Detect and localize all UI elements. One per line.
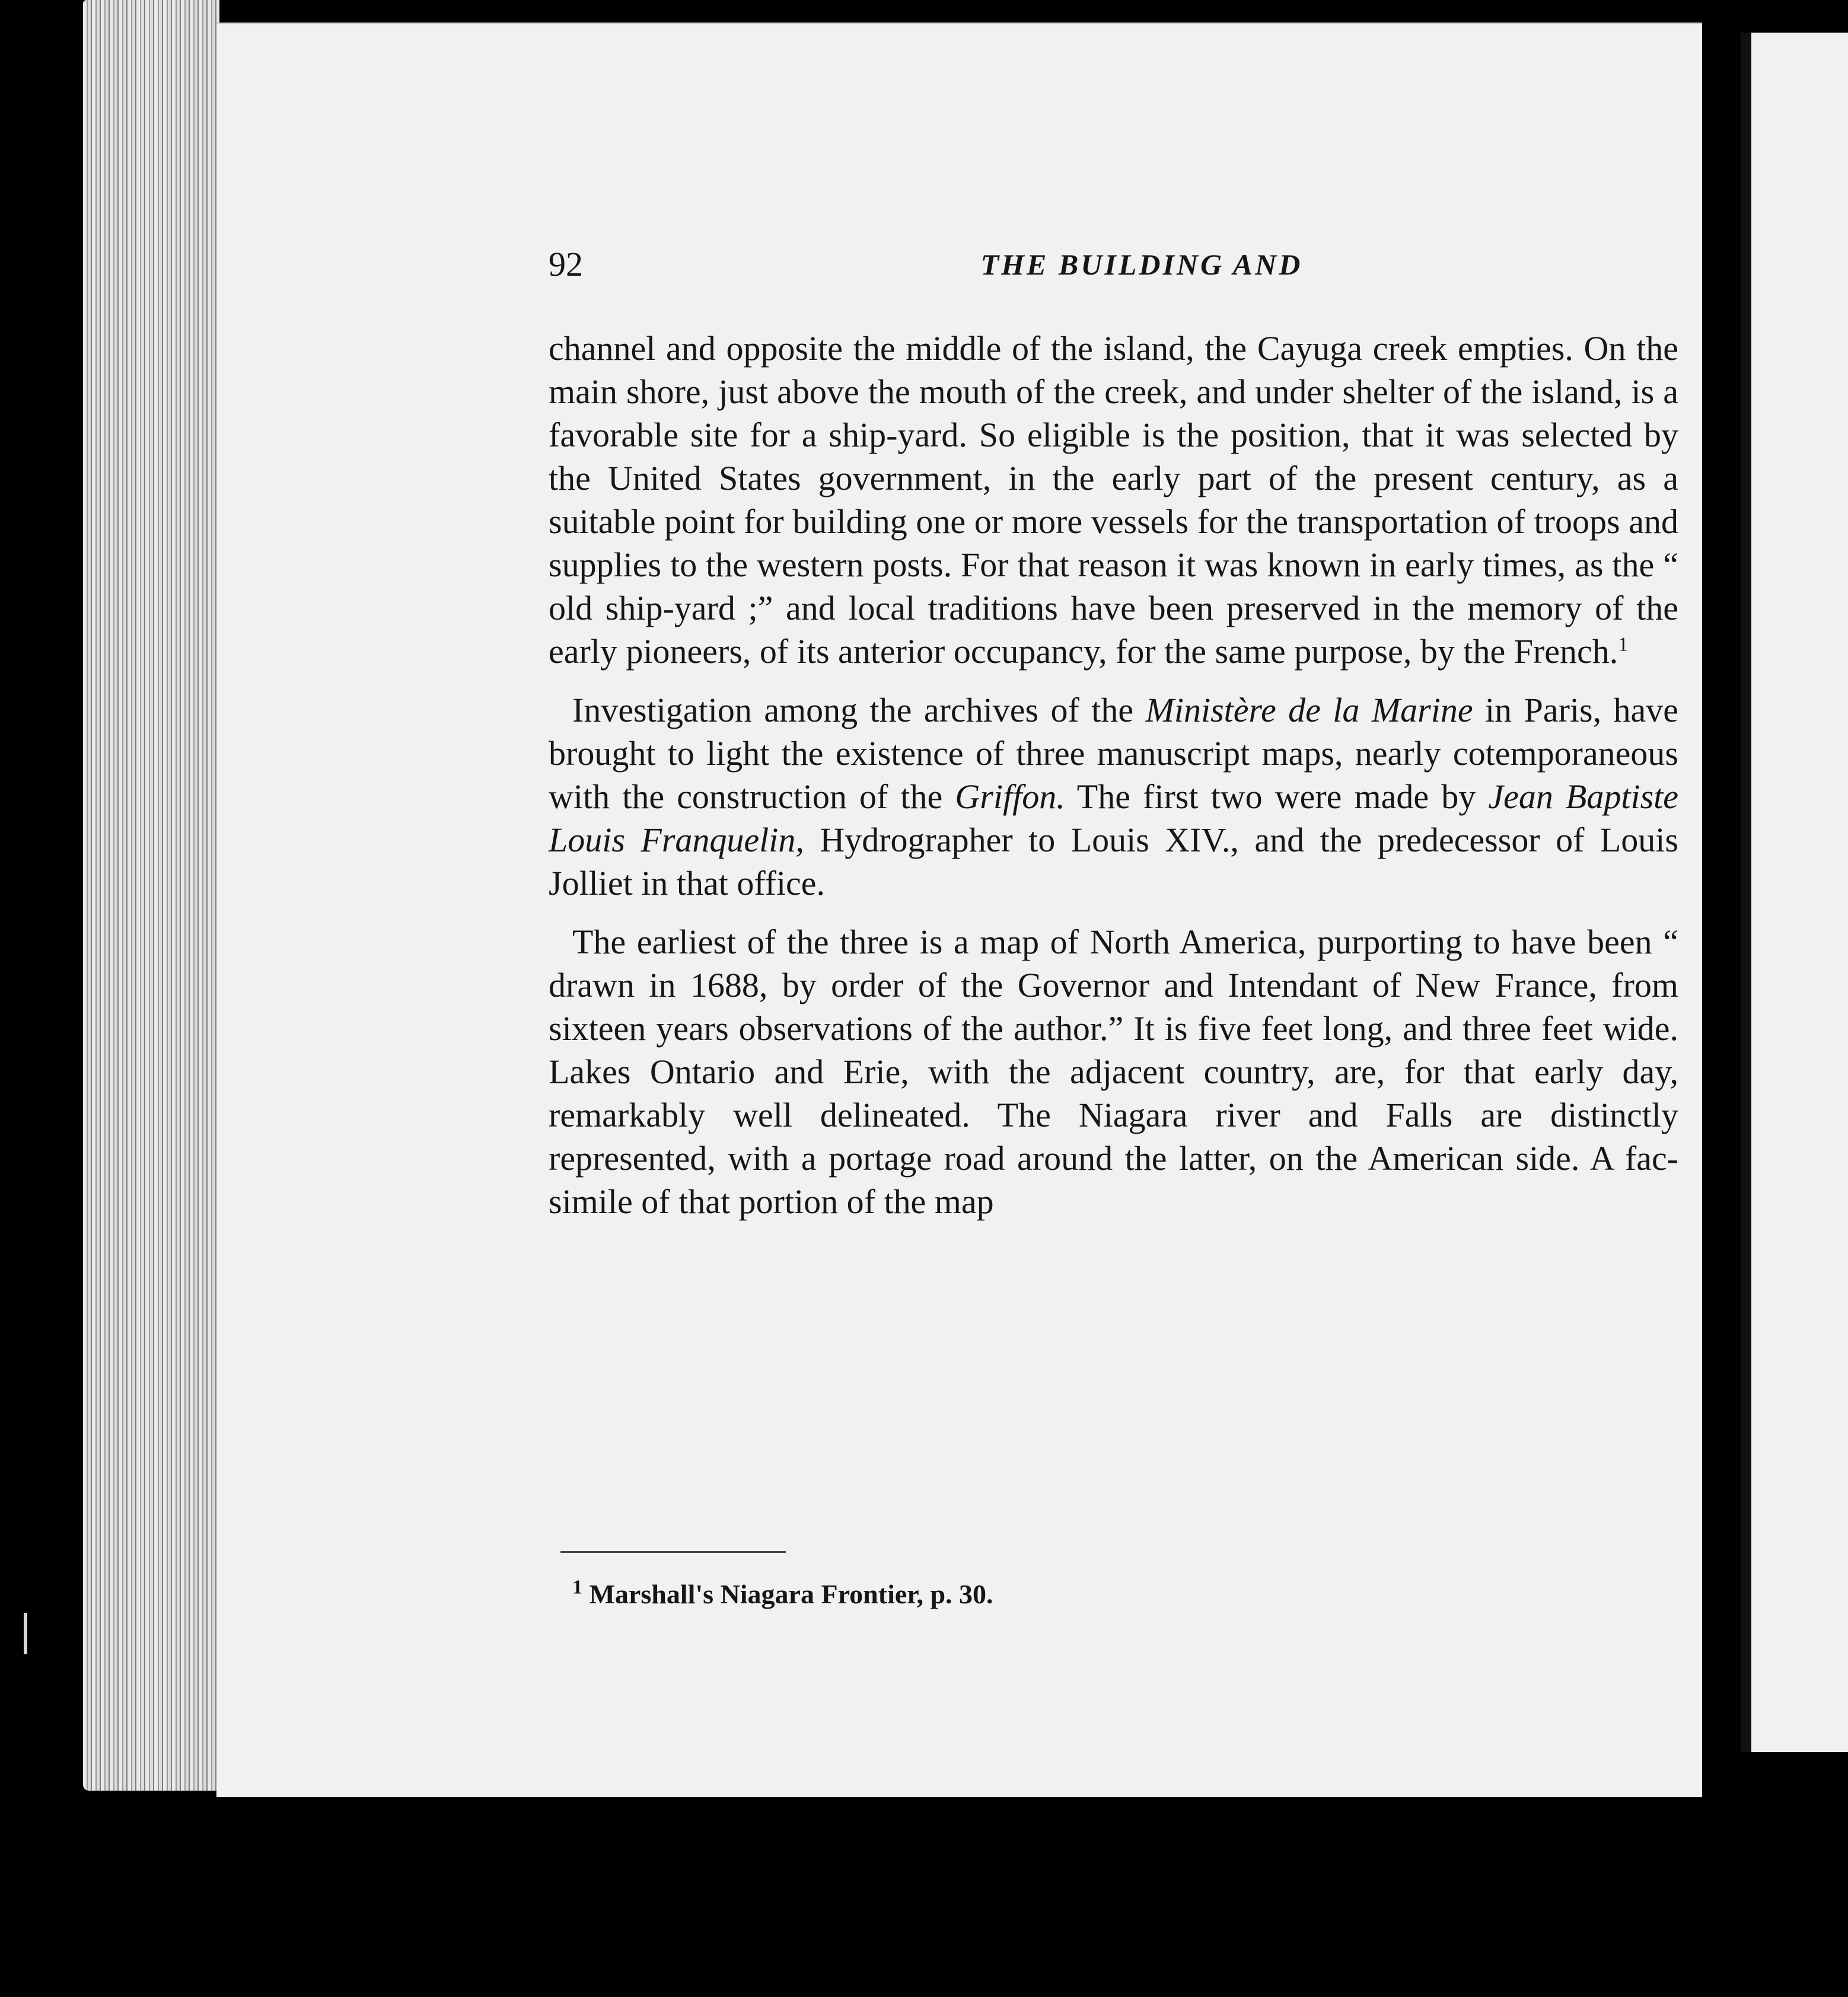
book-page <box>216 23 1702 1797</box>
page-number: 92 <box>549 245 583 283</box>
text-run: Hydrographer to Louis XIV., and the predecessor of Louis Jolliet in that office. <box>549 821 1678 902</box>
italic-text: Griffon. <box>955 777 1065 816</box>
running-head: THE BUILDING AND <box>980 248 1303 281</box>
text-run: The earliest of the three is a map of North America, purporting to have been “ drawn in 1688, by order of the Governor and Intendant of New France, from sixteen years observations of the author.” It is five feet long, and three feet wide. Lakes Ontario and Erie, with the adjacent country, are, for that early day, remarkably well delineated. The Niagara river and Falls are distinctly represented, with a portage road around the latter, on the American side. A fac-simile of that portion of the map <box>549 923 1678 1221</box>
page-header <box>549 238 1675 297</box>
adjacent-page-edge <box>1741 33 1848 1752</box>
footnote <box>572 1577 1462 1612</box>
paragraph <box>549 688 1678 905</box>
text-run: in Paris, have brought to light the existence of three manuscript maps, nearly cotemporaneous with the construction of the <box>549 691 1678 816</box>
text-run: channel and opposite the middle of the island, the Cayuga creek empties. On the main shore, just above the mouth of the creek, and under shelter of the island, is a favorable site for a ship-yard. So eligible is the position, that it was selected by the United States government, in the early part of the present century, as a suitable point for building one or more vessels for the transportation of troops and supplies to the western posts. For that reason it was known in early times, as the “ old ship-yard ;” and local traditions have been preserved in the memory of the early pioneers, of its anterior occupancy, for the same purpose, by the French. <box>549 329 1678 671</box>
body-text <box>549 327 1678 1239</box>
paragraph <box>549 327 1678 673</box>
stacked-page-edges <box>83 0 219 1791</box>
italic-text: Jean Baptiste Louis Franquelin, <box>549 777 1679 859</box>
footnote-rule <box>560 1551 786 1553</box>
text-run: The first two were made by <box>1065 777 1489 816</box>
paragraph <box>549 920 1678 1223</box>
footnote-text: Marshall's Niagara Frontier, p. 30. <box>589 1579 993 1609</box>
italic-text: Ministère de la Marine <box>1145 691 1473 729</box>
scan-speck <box>24 1613 27 1654</box>
footnote-reference: 1 <box>1618 633 1629 656</box>
footnote-marker: 1 <box>572 1576 582 1599</box>
text-run: Investigation among the archives of the <box>572 691 1146 729</box>
